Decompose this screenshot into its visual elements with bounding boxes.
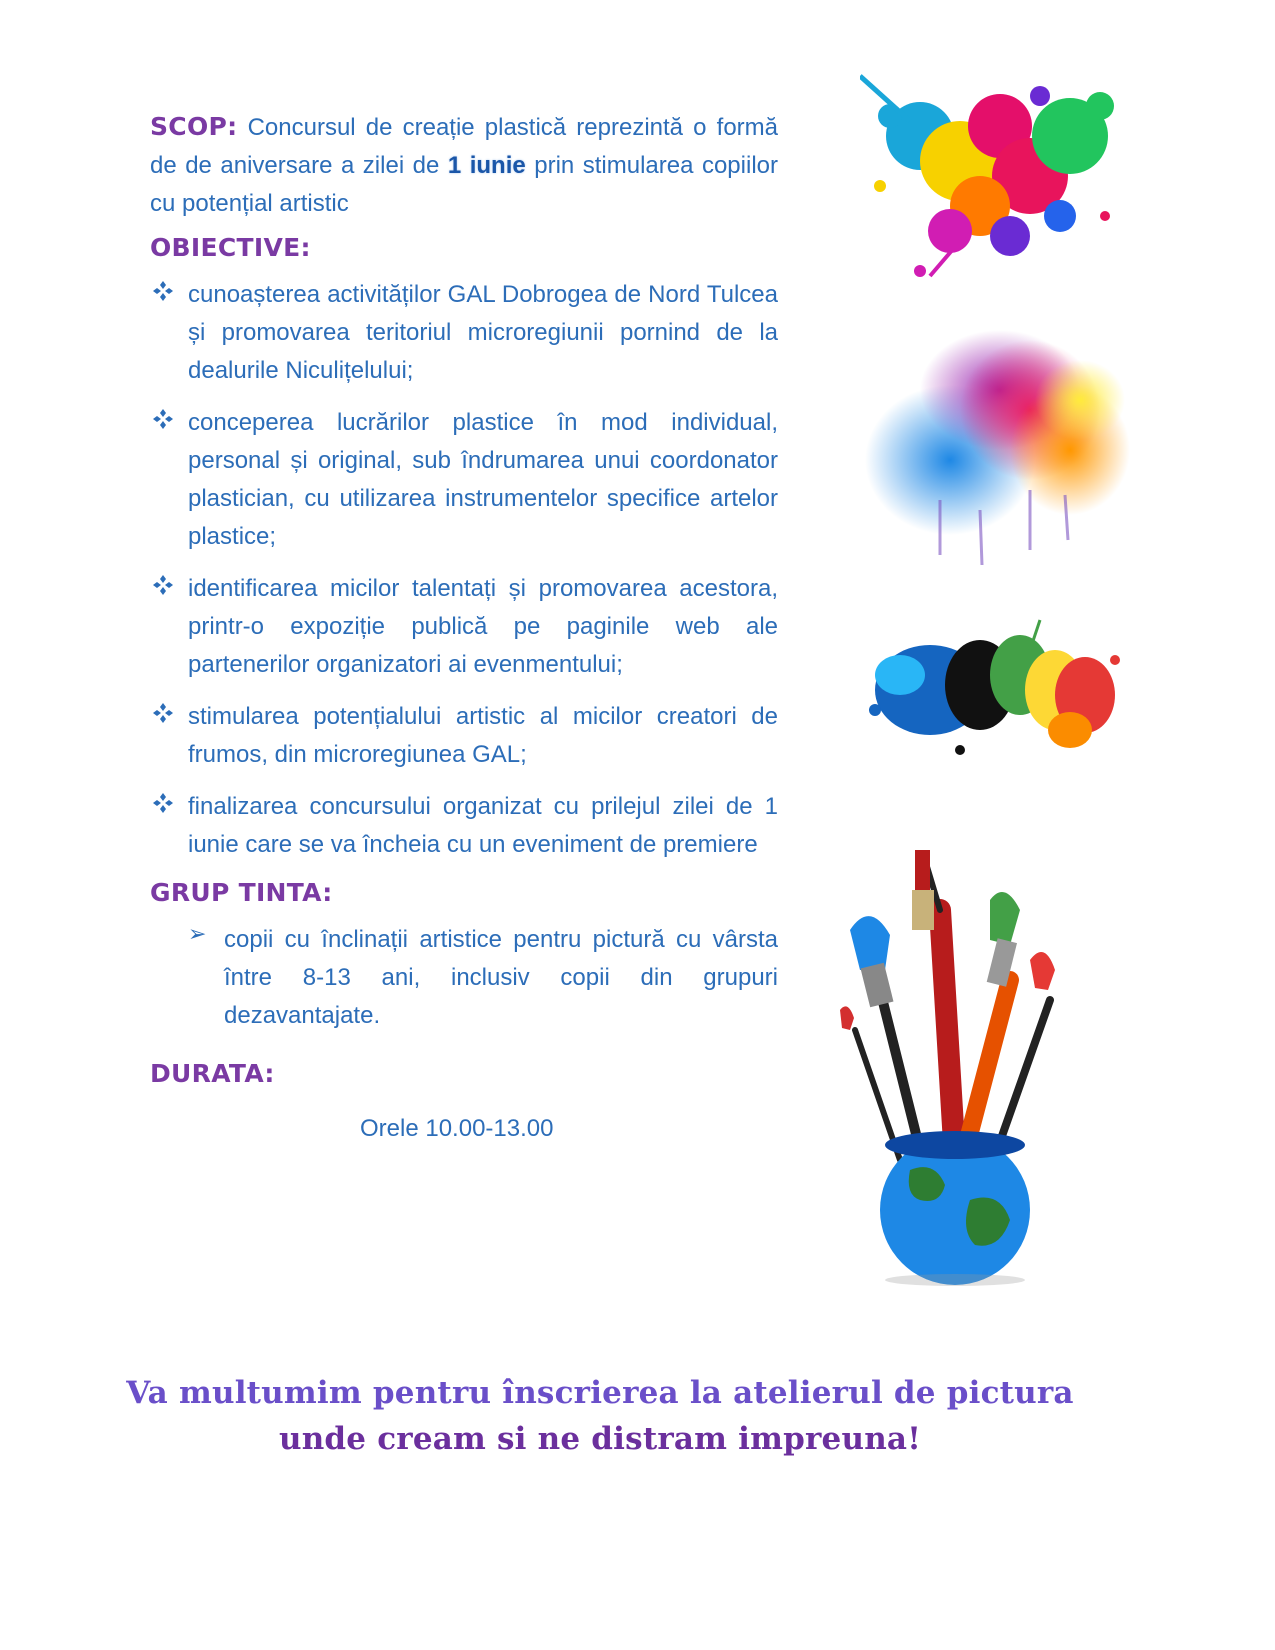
diamond-bullet-icon bbox=[152, 792, 174, 814]
diamond-bullet-icon bbox=[152, 408, 174, 430]
objective-heading: OBIECTIVE: bbox=[150, 233, 311, 262]
objective-text: identificarea micilor talentați și promovarea acestora, printr-o expoziție publică pe paginile web ale partenerilor organizatori ai evenmentului; bbox=[188, 575, 778, 678]
objective-text: cunoașterea activităților GAL Dobrogea de Nord Tulcea și promovarea teritoriul microregiunii pornind de la dealurile Niculițelului; bbox=[188, 281, 778, 384]
objective-item bbox=[150, 788, 778, 864]
durata-heading: DURATA: bbox=[150, 1059, 275, 1088]
objective-item bbox=[150, 276, 778, 390]
objective-text: stimularea potențialului artistic al micilor creatori de frumos, din microregiunea GAL; bbox=[188, 703, 778, 768]
objective-item bbox=[150, 698, 778, 774]
thank-you-message bbox=[60, 1370, 1140, 1462]
scop-heading: SCOP: bbox=[150, 112, 238, 141]
arrow-bullet-icon: ➢ bbox=[188, 921, 207, 946]
diamond-bullet-icon bbox=[152, 702, 174, 724]
watercolor-splash-illustration bbox=[860, 320, 1130, 570]
thank-you-line-1: Va multumim pentru înscrierea la atelierul de pictura bbox=[126, 1375, 1074, 1411]
scop-highlight-date: 1 iunie bbox=[447, 152, 526, 179]
grup-tinta-item bbox=[150, 921, 778, 1035]
objective-item bbox=[150, 570, 778, 684]
durata-hours: Orele 10.00-13.00 bbox=[360, 1115, 554, 1142]
objective-list bbox=[150, 276, 778, 864]
diamond-bullet-icon bbox=[152, 574, 174, 596]
paint-splatter-illustration bbox=[860, 600, 1130, 770]
grup-tinta-text: copii cu înclinații artistice pentru pictură cu vârsta între 8-13 ani, inclusiv copii din grupuri dezavantajate. bbox=[224, 926, 778, 1029]
thank-you-line-2: unde cream si ne distram impreuna! bbox=[278, 1421, 922, 1457]
scop-text-before: Concursul de creație plastică reprezintă o formă de de aniversare a zilei de bbox=[150, 114, 778, 179]
scop-text-after: prin stimularea copiilor cu potențial artistic bbox=[150, 152, 778, 217]
objective-text: conceperea lucrărilor plastice în mod individual, personal și original, sub îndrumarea unui coordonator plastician, cu utilizarea instrumentelor specifice artelor plastice; bbox=[188, 409, 778, 550]
grup-tinta-list bbox=[150, 921, 778, 1035]
objective-text: finalizarea concursului organizat cu prilejul zilei de 1 iunie care se va încheia cu un eveniment de premiere bbox=[188, 793, 778, 858]
objective-item bbox=[150, 404, 778, 556]
grup-tinta-heading: GRUP TINTA: bbox=[150, 878, 333, 907]
diamond-bullet-icon bbox=[152, 280, 174, 302]
scop-paragraph bbox=[150, 108, 778, 223]
main-content bbox=[150, 108, 778, 1148]
paintbrushes-globe-illustration bbox=[830, 840, 1080, 1290]
paint-splash-illustration bbox=[860, 66, 1140, 286]
